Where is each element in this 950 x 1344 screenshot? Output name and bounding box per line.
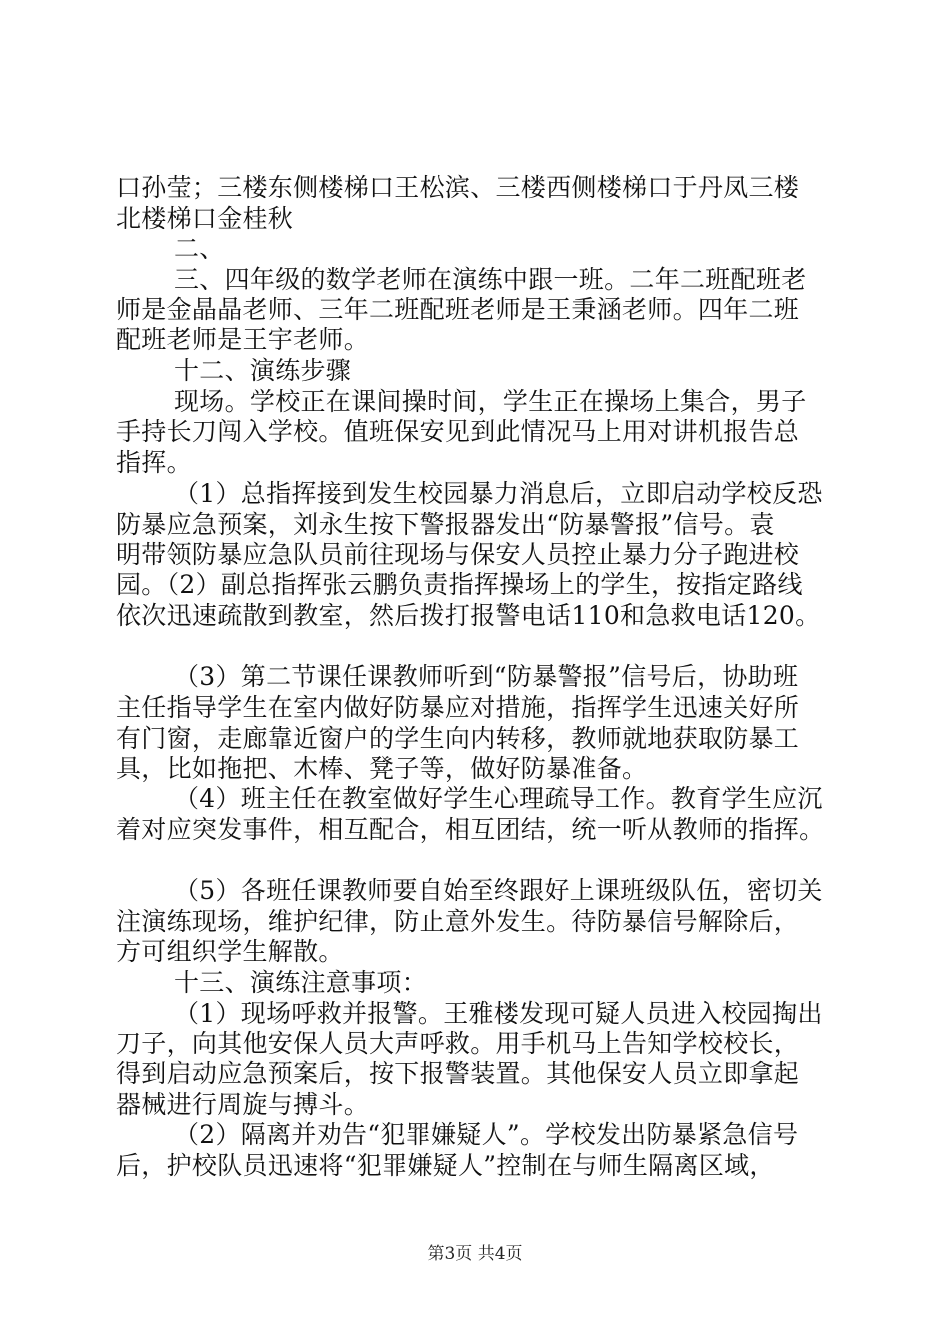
text-line: 后，护校队员迅速将“犯罪嫌疑人”控制在与师生隔离区域， xyxy=(116,1151,775,1180)
text-line: 防暴应急预案，刘永生按下警报器发出“防暴警报”信号。袁 xyxy=(116,510,775,539)
text-line: 明带领防暴应急队员前往现场与保安人员控止暴力分子跑进校 xyxy=(116,540,800,569)
text-line: （4）班主任在教室做好学生心理疏导工作。教育学生应沉 xyxy=(174,784,823,813)
text-line: 北楼梯口金桂秋 xyxy=(116,204,294,233)
text-line: 注演练现场，维护纪律，防止意外发生。待防暴信号解除后， xyxy=(116,907,800,936)
text-line: 配班老师是王宇老师。 xyxy=(116,325,370,354)
text-line: 得到启动应急预案后，按下报警装置。其他保安人员立即拿起 xyxy=(116,1059,800,1088)
section-heading: 十三、演练注意事项： xyxy=(174,968,428,997)
text-line: 着对应突发事件，相互配合，相互团结，统一听从教师的指挥。 xyxy=(116,815,825,844)
text-line: 器械进行周旋与搏斗。 xyxy=(116,1090,370,1119)
text-line: 具，比如拖把、木棒、凳子等，做好防暴准备。 xyxy=(116,754,648,783)
text-line: 有门窗，走廊靠近窗户的学生向内转移，教师就地获取防暴工 xyxy=(116,724,800,753)
text-line: 依次迅速疏散到教室，然后拨打报警电话110和急救电话120。 xyxy=(116,601,821,630)
page-number-footer: 第3页 共4页 xyxy=(427,1244,523,1264)
text-line: 园。（2）副总指挥张云鹏负责指挥操场上的学生，按指定路线 xyxy=(116,570,803,599)
text-line: （1）总指挥接到发生校园暴力消息后，立即启动学校反恐 xyxy=(174,479,823,508)
text-line: 刀子，向其他安保人员大声呼救。用手机马上告知学校校长， xyxy=(116,1029,800,1058)
text-line: 方可组织学生解散。 xyxy=(116,937,344,966)
section-heading: 二、 xyxy=(174,234,225,263)
text-line: 指挥。 xyxy=(116,448,192,477)
text-line: （5）各班任课教师要自始至终跟好上课班级队伍，密切关 xyxy=(174,876,823,905)
text-line: 三、四年级的数学老师在演练中跟一班。二年二班配班老 xyxy=(174,265,807,294)
text-line: 手持长刀闯入学校。值班保安见到此情况马上用对讲机报告总 xyxy=(116,417,800,446)
section-heading: 十二、演练步骤 xyxy=(174,356,352,385)
text-line: （2）隔离并劝告“犯罪嫌疑人”。学校发出防暴紧急信号 xyxy=(174,1120,799,1149)
text-line: （3）第二节课任课教师听到“防暴警报”信号后，协助班 xyxy=(174,662,799,691)
text-line: 师是金晶晶老师、三年二班配班老师是王秉涵老师。四年二班 xyxy=(116,295,800,324)
text-line: （1）现场呼救并报警。王雅楼发现可疑人员进入校园掏出 xyxy=(174,999,823,1028)
text-line: 主任指导学生在室内做好防暴应对措施，指挥学生迅速关好所 xyxy=(116,693,800,722)
text-line: 口孙莹；三楼东侧楼梯口王松滨、三楼西侧楼梯口于丹凤三楼 xyxy=(116,173,800,202)
text-line: 现场。学校正在课间操时间，学生正在操场上集合，男子 xyxy=(174,387,807,416)
